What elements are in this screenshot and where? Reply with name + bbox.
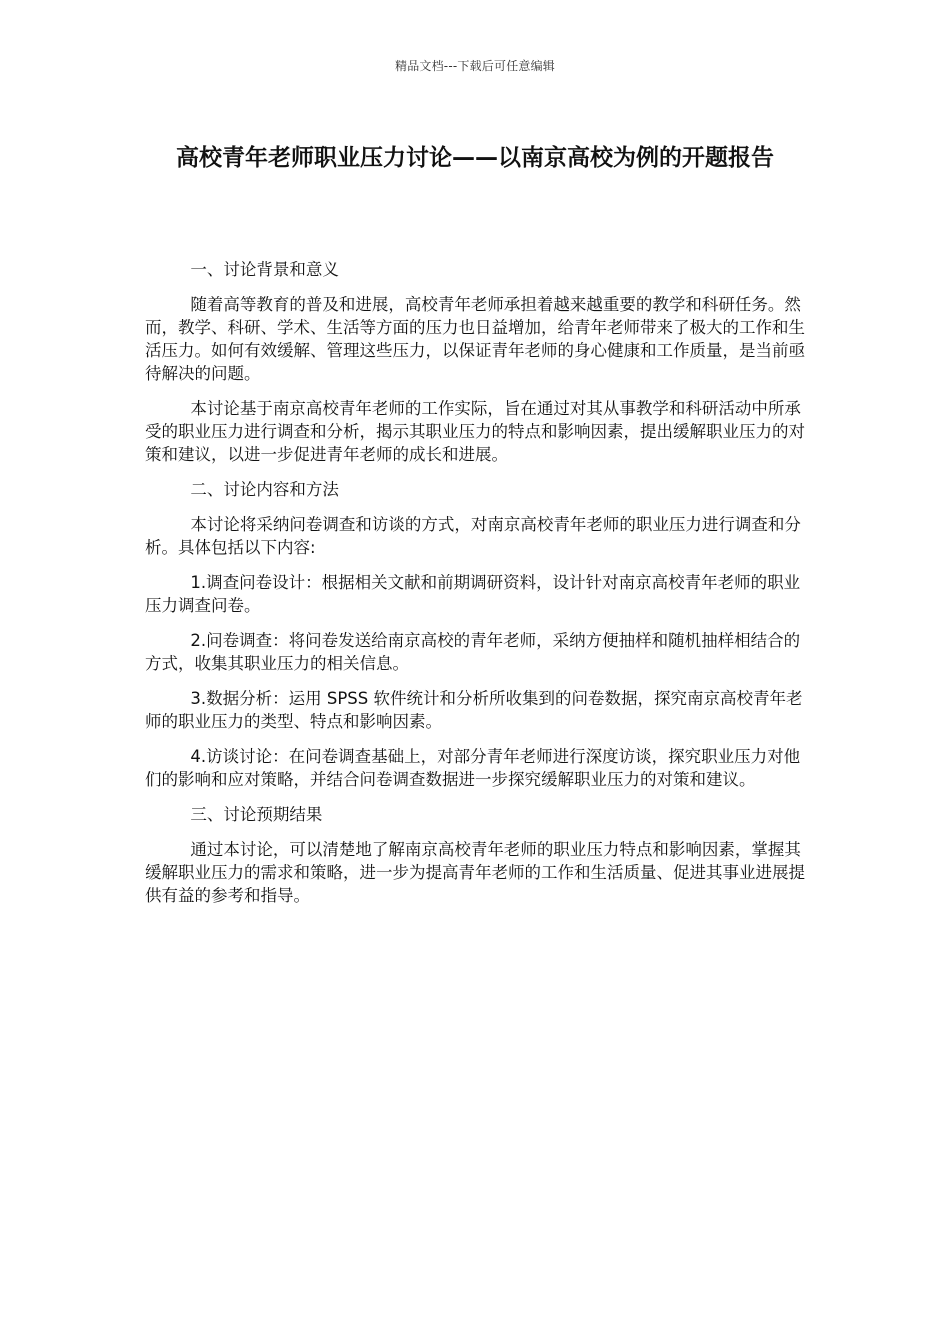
document-body [145,258,807,919]
list-item: 2.问卷调查：将问卷发送给南京高校的青年老师，采纳方便抽样和随机抽样相结合的方式，收集其职业压力的相关信息。 [145,631,801,673]
section-heading-background: 一、讨论背景和意义 [190,260,339,279]
paragraph: 本讨论将采纳问卷调查和访谈的方式，对南京高校青年老师的职业压力进行调查和分析。具体包括以下内容: [145,515,801,557]
paragraph: 本讨论基于南京高校青年老师的工作实际，旨在通过对其从事教学和科研活动中所承受的职业压力进行调查和分析，揭示其职业压力的特点和影响因素，提出缓解职业压力的对策和建议，以进一步促进青年老师的成长和进展。 [145,399,805,464]
document-title: 高校青年老师职业压力讨论——以南京高校为例的开题报告 [176,145,774,171]
section-heading-content-method: 二、讨论内容和方法 [190,480,339,499]
list-item: 3.数据分析：运用 SPSS 软件统计和分析所收集到的问卷数据，探究南京高校青年老师的职业压力的类型、特点和影响因素。 [145,689,803,731]
list-item: 4.访谈讨论：在问卷调查基础上，对部分青年老师进行深度访谈，探究职业压力对他们的影响和应对策略，并结合问卷调查数据进一步探究缓解职业压力的对策和建议。 [145,747,801,789]
list-item: 1.调查问卷设计：根据相关文献和前期调研资料，设计针对南京高校青年老师的职业压力调查问卷。 [145,573,801,615]
page-header-note: 精品文档---下载后可任意编辑 [395,59,555,73]
section-heading-expected-results: 三、讨论预期结果 [190,805,323,824]
paragraph: 随着高等教育的普及和进展，高校青年老师承担着越来越重要的教学和科研任务。然而，教学、科研、学术、生活等方面的压力也日益增加，给青年老师带来了极大的工作和生活压力。如何有效缓解、管理这些压力，以保证青年老师的身心健康和工作质量，是当前亟待解决的问题。 [145,295,805,383]
paragraph: 通过本讨论，可以清楚地了解南京高校青年老师的职业压力特点和影响因素，掌握其缓解职业压力的需求和策略，进一步为提高青年老师的工作和生活质量、促进其事业进展提供有益的参考和指导。 [145,840,805,905]
